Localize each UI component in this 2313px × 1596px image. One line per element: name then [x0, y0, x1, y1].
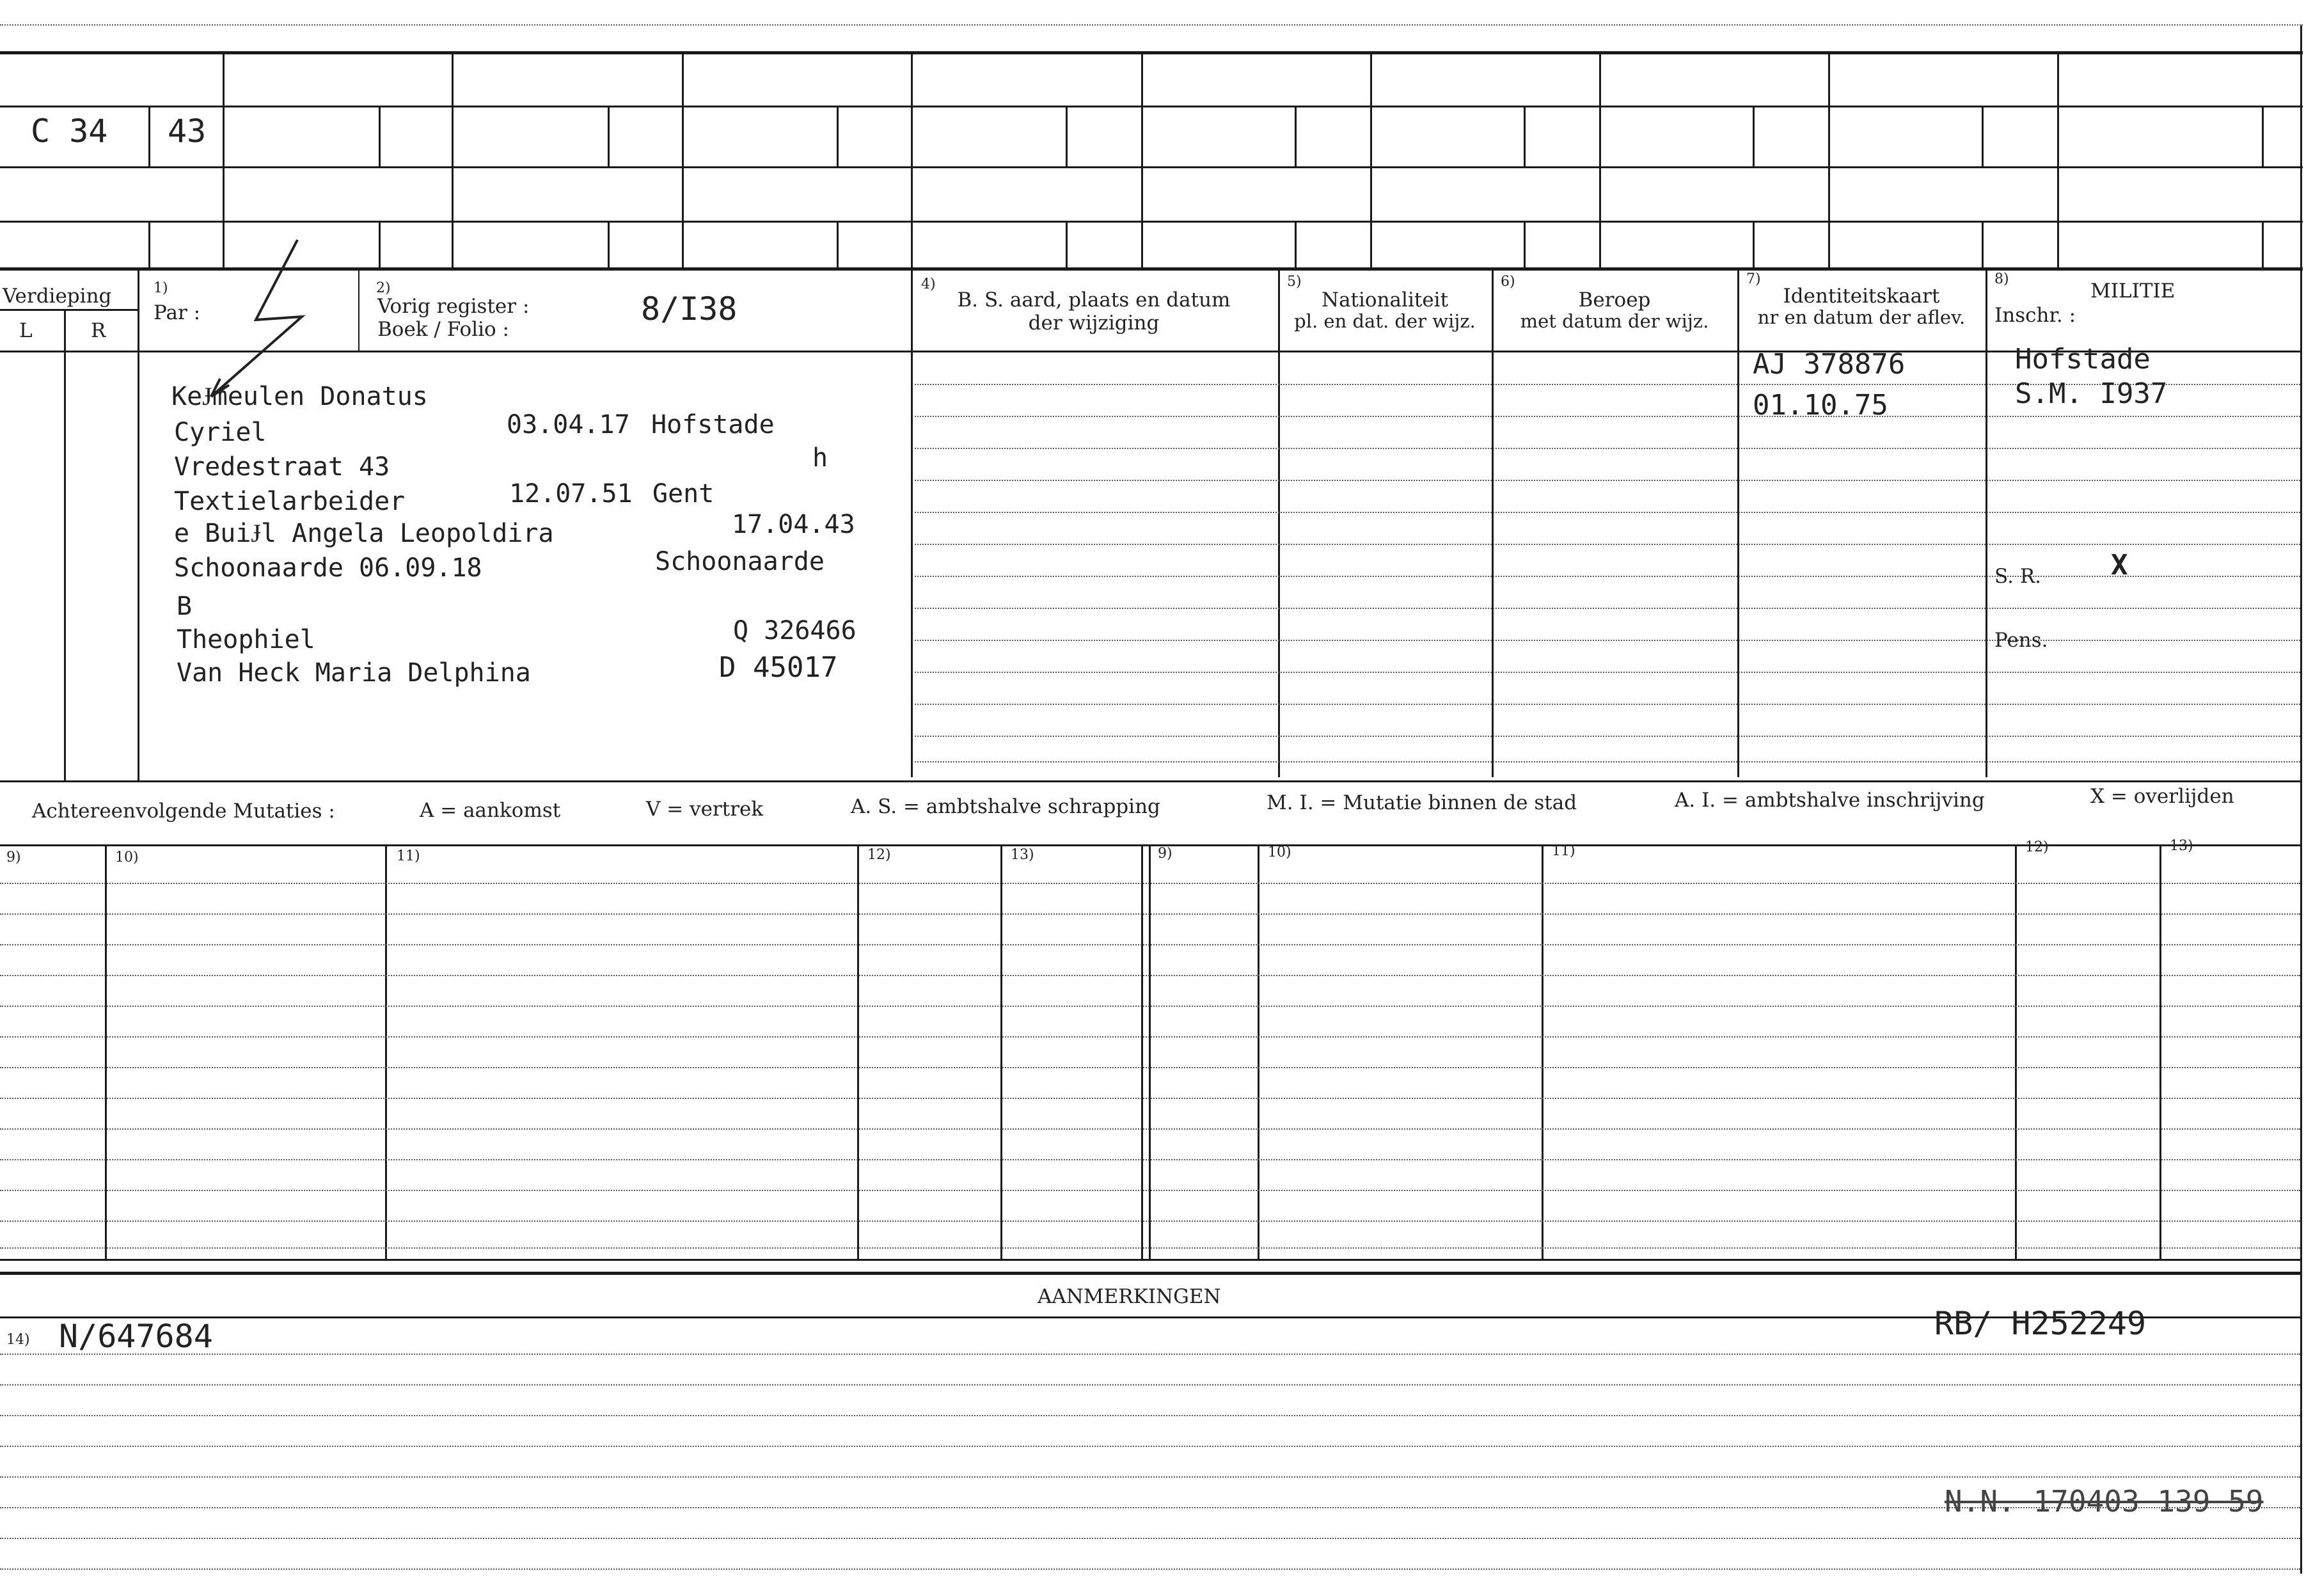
record-surname: KeɈmeulen Donatus — [171, 382, 428, 411]
mut-header: 9) — [1158, 846, 1172, 862]
lr-divider — [64, 309, 66, 782]
rule-line — [915, 608, 2300, 609]
grid-subline — [837, 221, 839, 267]
grid-subline — [2262, 221, 2264, 267]
grid-subline — [148, 106, 150, 166]
militie-place: Hofstade — [2015, 343, 2151, 375]
remarks-num: 14) — [6, 1332, 30, 1348]
grid-subline — [379, 106, 381, 166]
mut-col — [1258, 846, 1259, 1259]
mut-col — [2015, 846, 2017, 1259]
grid-subline — [1295, 221, 1297, 267]
grid-vline — [682, 52, 684, 267]
grid-subline — [379, 221, 381, 267]
remarks-title: AANMERKINGEN — [1038, 1285, 1221, 1308]
mut-col — [1000, 846, 1002, 1259]
record-spouse-place: Schoonaarde — [655, 547, 825, 576]
code-a: C 34 — [31, 113, 108, 150]
rule-line — [0, 1384, 2300, 1386]
rule-line — [0, 1538, 2300, 1539]
mut-header: 9) — [6, 849, 21, 865]
rule-line — [915, 416, 2300, 417]
id-header-2: nr en datum der aflev. — [1757, 306, 1966, 328]
grid-vline — [2057, 52, 2059, 267]
legend-item: V = vertrek — [646, 798, 764, 821]
rule-line — [915, 576, 2300, 577]
record-job-date: 12.07.51 — [509, 479, 633, 509]
rule-line — [0, 1247, 2300, 1249]
mut-col — [1542, 846, 1543, 1259]
legend-item: X = overlijden — [2090, 785, 2234, 808]
rule-line — [0, 1159, 2300, 1160]
legend-item: M. I. = Mutatie binnen de stad — [1267, 791, 1577, 814]
beroep-header-1: Beroep — [1578, 288, 1651, 312]
grid-line — [0, 166, 2303, 168]
grid-line — [0, 221, 2303, 223]
grid-subline — [1066, 106, 1068, 166]
record-birth-date: 03.04.17 — [507, 410, 630, 439]
mut-col — [385, 846, 387, 1259]
id-header-1: Identiteitskaart — [1783, 285, 1940, 308]
bs-num: 4) — [921, 276, 936, 292]
boek-folio-label: Boek / Folio : — [377, 318, 509, 341]
vorig-register-label: Vorig register : — [377, 295, 530, 318]
rule-line — [0, 944, 2300, 945]
nat-header-1: Nationaliteit — [1321, 288, 1449, 312]
inschr-label: Inschr. : — [1994, 304, 2076, 327]
grid-subline — [1982, 221, 1984, 267]
rule-line — [0, 975, 2300, 976]
rule-line — [0, 1476, 2300, 1478]
rule-line — [0, 1354, 2300, 1355]
grid-subline — [608, 106, 610, 166]
par-left-line — [138, 269, 139, 780]
rule-line — [0, 1446, 2300, 1447]
grid-subline — [608, 221, 610, 267]
vorig-num: 2) — [376, 280, 391, 296]
grid-subline — [1982, 106, 1984, 166]
mut-header: 13) — [1011, 847, 1034, 863]
grid-line-top — [0, 51, 2303, 54]
right-edge-line — [2300, 26, 2302, 1574]
record-job-place: Gent — [652, 479, 714, 509]
handwritten-arrow-icon — [192, 237, 333, 403]
rule-line — [0, 1221, 2300, 1222]
legend-item: A = aankomst — [420, 799, 561, 822]
record-first-name: Cyriel — [174, 418, 267, 447]
mut-bottom-line-2 — [0, 1272, 2300, 1275]
mut-header: 12) — [2025, 839, 2049, 855]
mut-col — [1141, 846, 1143, 1259]
rule-line — [915, 761, 2300, 762]
col6-left-line — [1492, 269, 1494, 777]
rule-line — [0, 1568, 2300, 1570]
mut-header: 12) — [867, 847, 891, 863]
nat-header-2: pl. en dat. der wijz. — [1294, 310, 1476, 332]
id-card-number: AJ 378876 — [1753, 348, 1906, 381]
mil-num: 8) — [1994, 271, 2009, 287]
record-street: Vredestraat 43 — [174, 452, 390, 482]
grid-subline — [1524, 106, 1526, 166]
mut-col — [2159, 846, 2161, 1259]
rule-line — [0, 1067, 2300, 1068]
grid-subline — [1524, 221, 1526, 267]
record-mother-code: D 45017 — [719, 651, 838, 684]
grid-subline — [837, 106, 839, 166]
col8-left-line — [1985, 269, 1987, 777]
legend-item: A. I. = ambtshalve inschrijving — [1675, 789, 1985, 812]
rule-line — [915, 704, 2300, 705]
remarks-right-code: RB/ H252249 — [1934, 1305, 2147, 1342]
rule-line — [915, 640, 2300, 641]
mut-col — [1149, 846, 1151, 1259]
sr-mark: X — [2111, 549, 2128, 581]
record-spouse-birth: Schoonaarde 06.09.18 — [174, 553, 482, 583]
id-card-date: 01.10.75 — [1753, 389, 1888, 422]
verdieping-divider — [0, 309, 138, 311]
grid-vline — [452, 52, 454, 267]
record-b: B — [177, 592, 193, 621]
grid-subline — [2262, 106, 2264, 166]
mut-header: 11) — [1552, 843, 1575, 859]
col4-left-line — [911, 269, 913, 777]
legend-title: Achtereenvolgende Mutaties : — [32, 800, 335, 823]
record-h: h — [812, 443, 828, 473]
record-spouse-date: 17.04.43 — [732, 510, 855, 539]
mut-header: 13) — [2170, 838, 2193, 854]
beroep-num: 6) — [1501, 274, 1515, 290]
col7-left-line — [1737, 269, 1739, 777]
rule-line — [915, 448, 2300, 449]
par-num: 1) — [154, 280, 168, 296]
grid-vline — [1370, 52, 1372, 267]
grid-vline — [1599, 52, 1601, 267]
verdieping-label: Verdieping — [3, 285, 112, 308]
rule-line — [915, 672, 2300, 673]
rule-line — [0, 1006, 2300, 1007]
footer-stamp: N.N. 170403 139 59 — [1945, 1484, 2264, 1519]
record-bottom-line — [0, 780, 2300, 782]
grid-vline — [223, 52, 225, 267]
grid-vline — [1828, 52, 1830, 267]
remarks-left-code: N/647684 — [59, 1318, 213, 1355]
rule-line — [0, 1036, 2300, 1038]
grid-subline — [1066, 221, 1068, 267]
grid-subline — [1753, 221, 1755, 267]
rule-line — [0, 1190, 2300, 1191]
mut-header: 11) — [397, 848, 420, 864]
rule-line — [915, 544, 2300, 545]
sr-label: S. R. — [1994, 565, 2042, 588]
par-vorig-divider — [358, 269, 359, 351]
bs-header-1: B. S. aard, plaats en datum — [957, 288, 1231, 312]
grid-subline — [1295, 106, 1297, 166]
grid-line — [0, 267, 2303, 271]
col-l-label: L — [19, 319, 33, 342]
grid-line — [0, 106, 2303, 107]
rule-line — [0, 883, 2300, 884]
beroep-header-2: met datum der wijz. — [1520, 310, 1709, 332]
rule-line — [915, 480, 2300, 481]
rule-line — [915, 736, 2300, 737]
bs-header-2: der wijziging — [1028, 312, 1160, 335]
rule-line — [915, 512, 2300, 513]
record-father-code: Q 326466 — [733, 616, 857, 645]
record-birth-place: Hofstade — [651, 410, 775, 439]
header-bottom-line — [138, 351, 2300, 352]
grid-vline — [1141, 52, 1143, 267]
mut-col — [857, 846, 859, 1259]
militie-code: S.M. I937 — [2015, 377, 2168, 410]
record-father: Theophiel — [177, 625, 315, 654]
rule-line — [0, 1415, 2300, 1416]
header-bottom-line-left — [0, 351, 138, 352]
col5-left-line — [1278, 269, 1280, 777]
legend-item: A. S. = ambtshalve schrapping — [851, 795, 1160, 818]
rule-line — [0, 913, 2300, 915]
record-job: Textielarbeider — [174, 487, 406, 516]
record-spouse: e BuiɈl Angela Leopoldira — [174, 519, 554, 548]
grid-vline — [911, 52, 913, 267]
id-num: 7) — [1746, 271, 1761, 287]
pens-label: Pens. — [1994, 629, 2048, 652]
mut-header: 10) — [1268, 844, 1291, 860]
rule-line — [0, 1128, 2300, 1130]
mut-col — [105, 846, 107, 1259]
grid-subline — [1753, 106, 1755, 166]
record-mother: Van Heck Maria Delphina — [177, 658, 531, 688]
mut-header: 10) — [115, 849, 139, 865]
rule-line — [0, 1098, 2300, 1099]
militie-header: MILITIE — [2090, 280, 2175, 303]
top-edge-line — [0, 24, 2303, 26]
par-label: Par : — [154, 301, 201, 324]
nat-num: 5) — [1287, 274, 1302, 290]
mut-bottom-line — [0, 1259, 2300, 1261]
grid-subline — [148, 221, 150, 267]
col-r-label: R — [91, 319, 106, 342]
vorig-register-value: 8/I38 — [641, 290, 738, 328]
code-b: 43 — [168, 113, 207, 150]
